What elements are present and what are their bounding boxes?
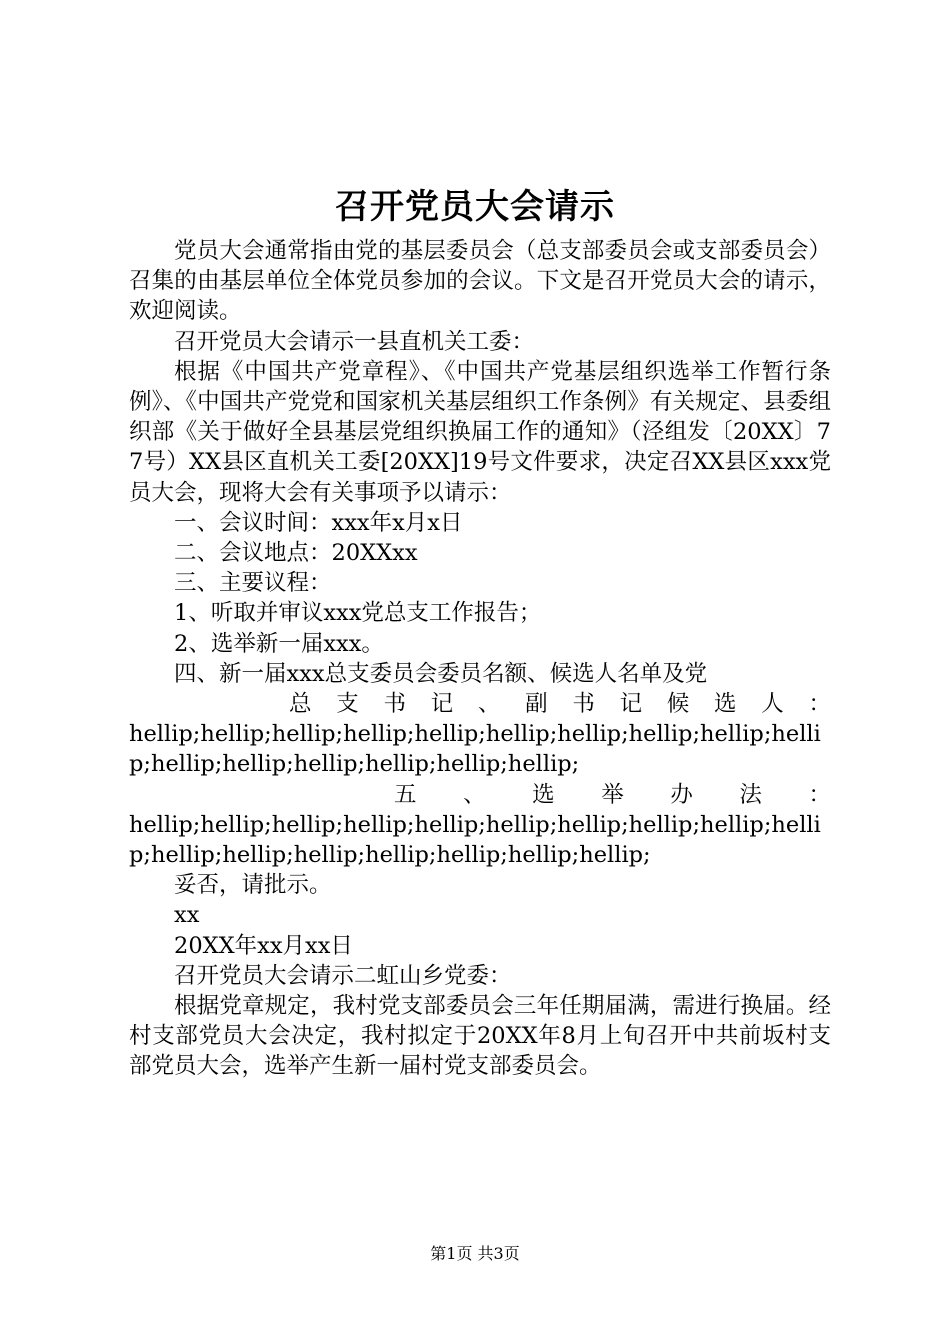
document-body	[129, 236, 831, 1082]
candidates-label: 总支书记、副书记候选人：	[289, 691, 831, 718]
agenda-item-2: 2、选举新一届xxx。	[174, 630, 384, 657]
addressee-line-2: 召开党员大会请示二虹山乡党委：	[174, 962, 512, 989]
agenda-heading: 三、主要议程：	[174, 570, 332, 597]
agenda-item-1: 1、听取并审议xxx党总支工作报告；	[174, 600, 542, 627]
basis-paragraph: 根据《中国共产党章程》、《中国共产党基层组织选举工作暂行条例》、《中国共产党党和国家机关基层组织工作条例》有关规定、县委组织部《关于做好全县基层党组织换届工作的通知》（泾组发〔20XX〕77号）XX县区直机关工委[20XX]19号文件要求，决定召XX县区xxx党员大会，现将大会有关事项予以请示：	[129, 358, 831, 506]
meeting-time: 一、会议时间：xxx年x月x日	[174, 509, 463, 536]
page-number: 第1页 共3页	[430, 1244, 520, 1263]
election-method-label: 五、选举办法：	[394, 781, 831, 808]
election-method-text: hellip;hellip;hellip;hellip;hellip;hellip;hellip;hellip;hellip;hellip;hellip;hellip;hellip;hellip;hellip;hellip;hellip;	[129, 811, 821, 869]
intro-paragraph: 党员大会通常指由党的基层委员会（总支部委员会或支部委员会）召集的由基层单位全体党员参加的会议。下文是召开党员大会的请示，欢迎阅读。	[129, 238, 831, 325]
meeting-place: 二、会议地点：20XXxx	[174, 540, 418, 567]
document-date: 20XX年xx月xx日	[174, 932, 353, 959]
candidates-text: hellip;hellip;hellip;hellip;hellip;hellip;hellip;hellip;hellip;hellip;hellip;hellip;hellip;hellip;hellip;hellip;	[129, 721, 821, 778]
signatory: xx	[174, 902, 200, 929]
approval-request: 妥否，请批示。	[174, 872, 332, 899]
page-title: 召开党员大会请示	[335, 187, 615, 227]
addressee-line-1: 召开党员大会请示一县直机关工委：	[174, 328, 535, 355]
second-request-paragraph: 根据党章规定，我村党支部委员会三年任期届满，需进行换届。经村支部党员大会决定，我村拟定于20XX年8月上旬召开中共前坂村支部党员大会，选举产生新一届村党支部委员会。	[129, 993, 831, 1080]
section-four-heading: 四、新一届xxx总支委员会委员名额、候选人名单及党	[174, 660, 708, 687]
